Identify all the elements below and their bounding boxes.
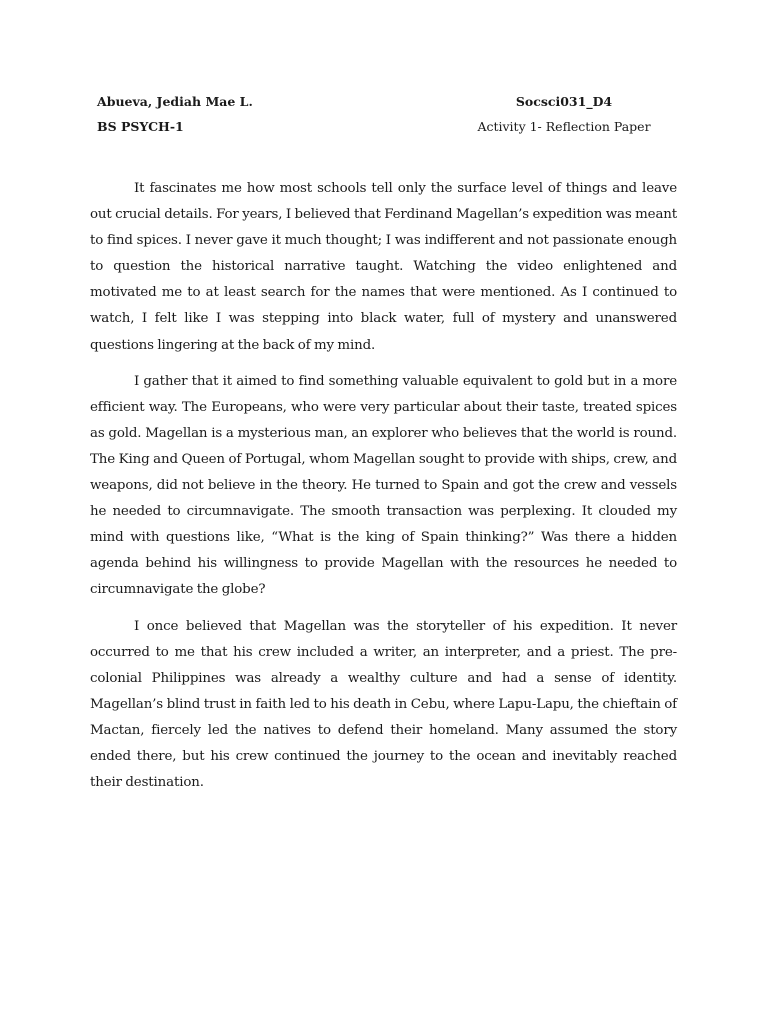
program-name: BS PSYCH-1 [97, 119, 184, 134]
document-body [90, 176, 677, 806]
author-name: Abueva, Jediah Mae L. [97, 94, 253, 109]
paragraph-1: It fascinates me how most schools tell only the surface level of things and leave out crucial details. For years, I believed that Ferdinand Magellan’s expedition was meant to find spices. I never gave it much thought; I was indifferent and not passionate enough to question the historical narrative taught. Watching the video enlightened and motivated me to at least search for the names that were mentioned. As I continued to watch, I felt like I was stepping into black water, full of mystery and unanswered questions lingering at the back of my mind. [90, 181, 677, 353]
activity-title: Activity 1- Reflection Paper [477, 119, 651, 134]
course-code: Socsci031_D4 [515, 94, 613, 109]
paragraph-2: I gather that it aimed to find something valuable equivalent to gold but in a more efficient way. The Europeans, who were very particular about their taste, treated spices as gold. Magellan is a mysterious man, an explorer who believes that the world is round. The King and Queen of Portugal, whom Magellan sought to provide with ships, crew, and weapons, did not believe in the theory. He turned to Spain and got the crew and vessels he needed to circumnavigate. The smooth transaction was perplexing. It clouded my mind with questions like, “What is the king of Spain thinking?” Was there a hidden agenda behind his willingness to provide Magellan with the resources he needed to circumnavigate the globe? [90, 373, 677, 598]
paragraph-3: I once believed that Magellan was the storyteller of his expedition. It never occurred to me that his crew included a writer, an interpreter, and a priest. The pre-colonial Philippines was already a wealthy culture and had a sense of identity. Magellan’s blind trust in faith led to his death in Cebu, where Lapu-Lapu, the chieftain of Mactan, fiercely led the natives to defend their homeland. Many assumed the story ended there, but his crew continued the journey to the ocean and inevitably reached their destination. [90, 618, 677, 791]
